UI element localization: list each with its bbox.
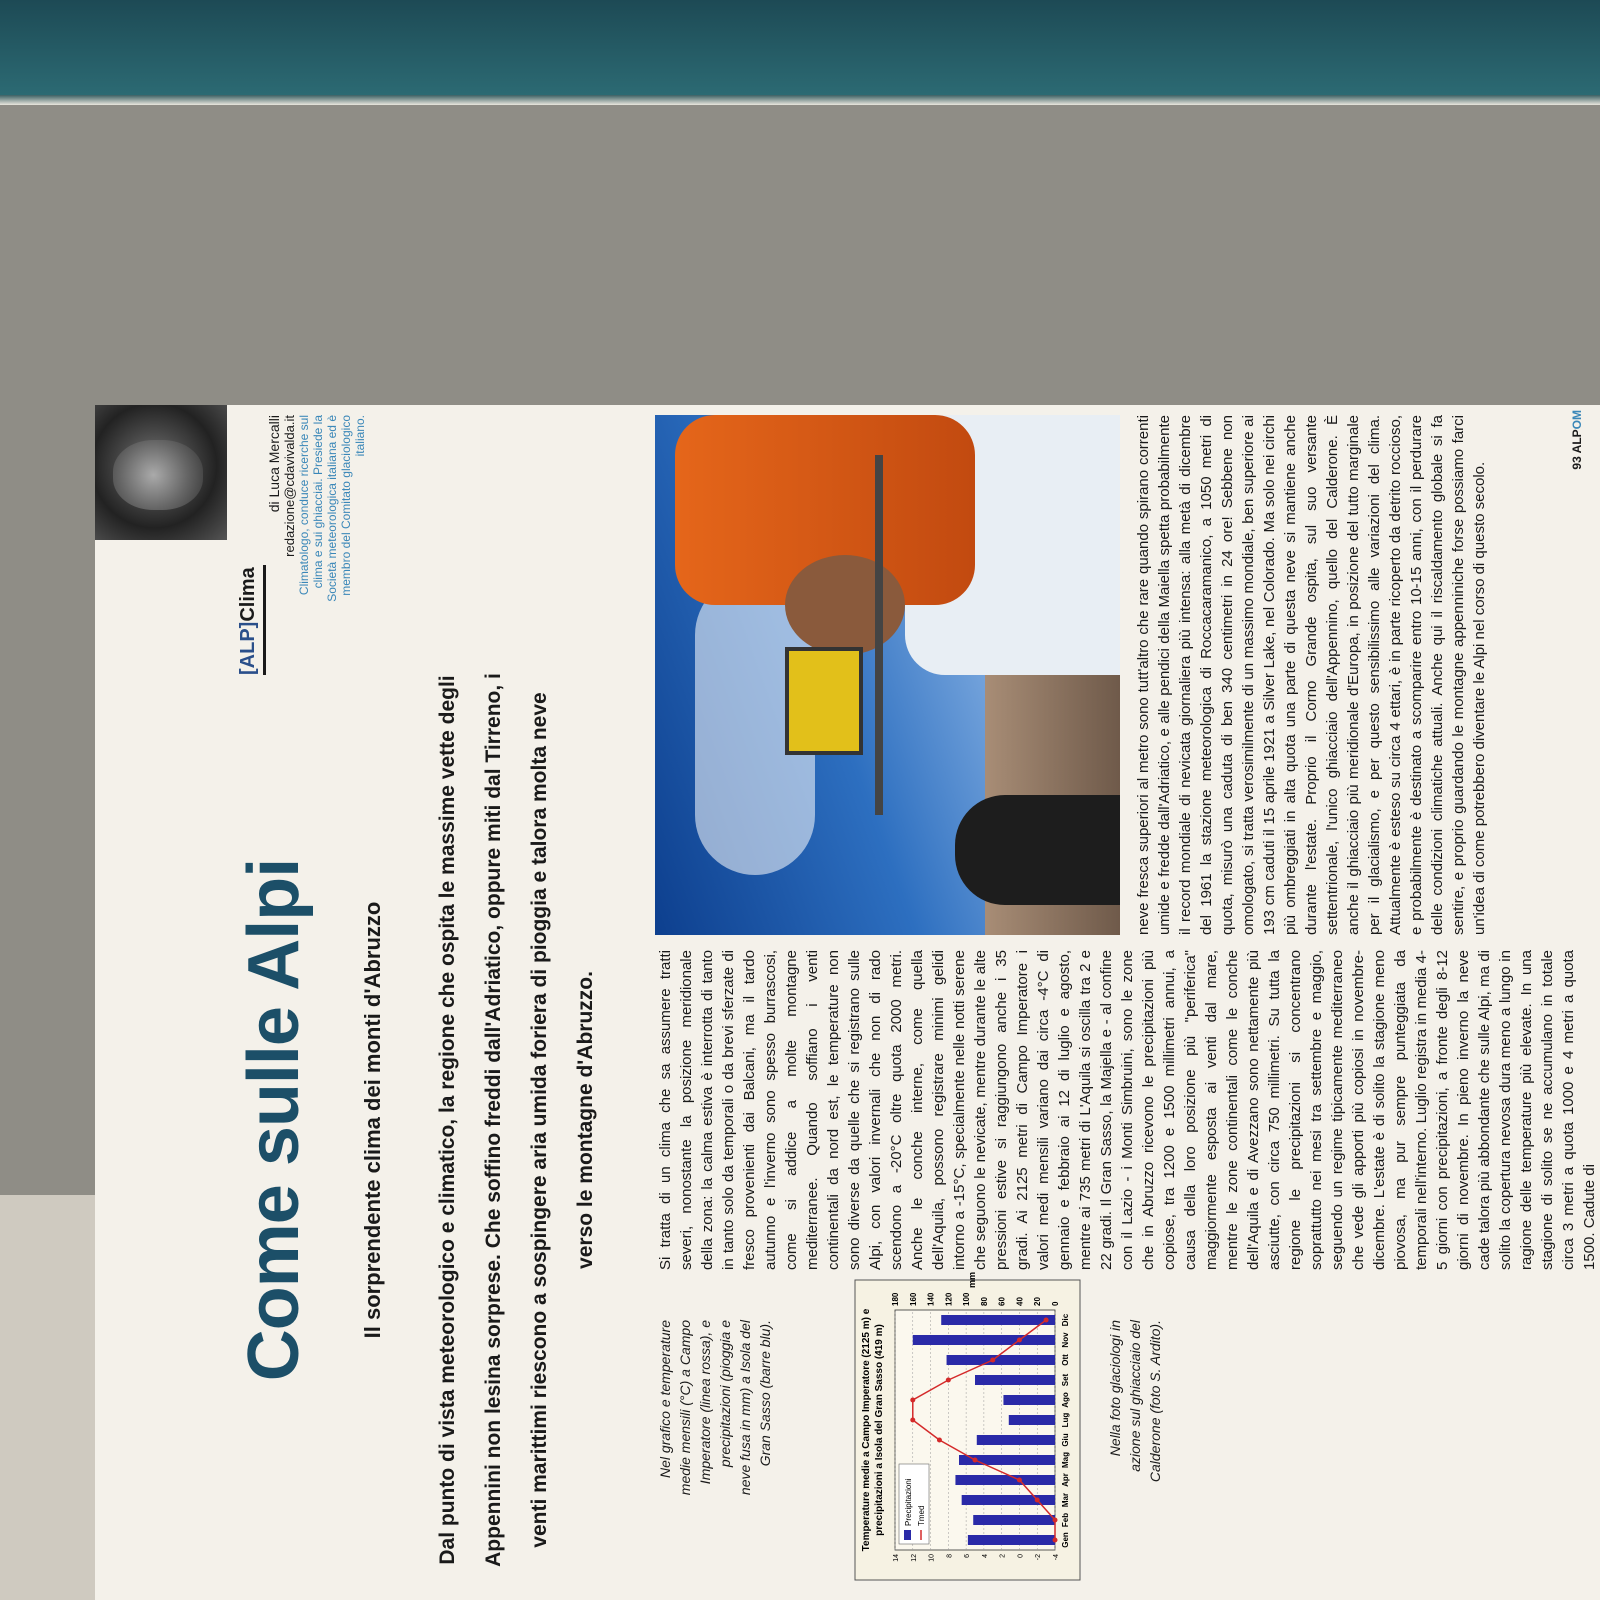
precipitation-bar bbox=[975, 1375, 1055, 1385]
page-spine bbox=[0, 0, 1600, 95]
photo-gps-device bbox=[785, 647, 863, 755]
precipitation-bar bbox=[968, 1535, 1055, 1545]
right-tick-label: 80 bbox=[979, 1297, 989, 1306]
temperature-point bbox=[1035, 1498, 1040, 1503]
article-title: Come sulle Alpi bbox=[234, 858, 314, 1382]
tag-bracket-close: ] bbox=[237, 621, 259, 629]
temperature-point bbox=[1044, 1318, 1049, 1323]
brand-name: ALP bbox=[1570, 429, 1584, 454]
photo-caption: Nella foto glaciologi in azione sul ghiacciaio del Calderone (foto S. Ardito). bbox=[1107, 1320, 1163, 1483]
drop-cap: S bbox=[657, 1259, 674, 1270]
temperature-point bbox=[910, 1418, 915, 1423]
tag-bracket-open: [ bbox=[237, 668, 259, 675]
right-tick-label: 20 bbox=[1033, 1297, 1043, 1306]
chart-title-line-2: precipitazioni a Isola del Gran Sasso (419 m) bbox=[874, 1324, 885, 1536]
chart-caption: Nel grafico e temperature medie mensili (°C) a Campo Imperatore (linea rossa), e precipitazioni (pioggia e neve fusa in mm) a Isola del Gran Sasso (barre blu). bbox=[657, 1320, 773, 1496]
category-label: Ago bbox=[1061, 1392, 1070, 1408]
category-label: Feb bbox=[1061, 1512, 1070, 1528]
precipitation-bar bbox=[947, 1355, 1055, 1365]
legend-swatch-bars bbox=[904, 1530, 911, 1540]
left-tick-label: 10 bbox=[928, 1554, 936, 1562]
photo-head bbox=[785, 555, 905, 655]
left-tick-label: 4 bbox=[981, 1554, 989, 1558]
right-tick-label: 0 bbox=[1051, 1301, 1060, 1306]
author-portrait bbox=[95, 405, 227, 540]
temperature-point bbox=[946, 1378, 951, 1383]
category-label: Gen bbox=[1061, 1532, 1070, 1548]
precipitation-bar bbox=[913, 1335, 1055, 1345]
left-tick-label: 8 bbox=[946, 1554, 954, 1558]
brand-suffix: OM bbox=[1570, 410, 1584, 430]
precipitation-bar bbox=[1009, 1415, 1055, 1425]
author-bio: Climatologo, conduce ricerche sul clima e sui ghiacciai. Presiede la Società meteorologica italiana ed è membro del Comitato glaciologico italiano. bbox=[297, 415, 367, 602]
article-subtitle: Il sorprendente clima dei monti d'Abruzzo bbox=[360, 901, 385, 1339]
spine-shadow bbox=[0, 95, 1600, 105]
author-face bbox=[113, 440, 203, 510]
temperature-point bbox=[990, 1358, 995, 1363]
category-label: Giu bbox=[1061, 1433, 1070, 1447]
category-label: Mag bbox=[1061, 1452, 1070, 1468]
photo-second-person bbox=[955, 795, 1120, 905]
magazine-page bbox=[95, 405, 1600, 1600]
page-number: 93 bbox=[1570, 456, 1584, 470]
temperature-point bbox=[973, 1458, 978, 1463]
right-tick-label: 140 bbox=[926, 1292, 936, 1306]
temperature-point bbox=[1053, 1538, 1058, 1543]
precipitation-bar bbox=[941, 1315, 1055, 1325]
climate-chart bbox=[855, 1271, 1080, 1580]
right-axis-label: mm bbox=[967, 1271, 977, 1288]
left-tick-label: 12 bbox=[910, 1554, 918, 1562]
left-tick-label: 2 bbox=[999, 1554, 1007, 1558]
legend-label-bars: Precipitazioni bbox=[904, 1478, 913, 1526]
category-label: Dic bbox=[1061, 1313, 1070, 1327]
temperature-point bbox=[1017, 1338, 1022, 1343]
left-tick-label: 6 bbox=[964, 1554, 972, 1558]
legend-label-line: Tmed bbox=[917, 1505, 926, 1526]
left-tick-label: -4 bbox=[1053, 1554, 1060, 1561]
category-label: Mar bbox=[1061, 1492, 1070, 1508]
left-tick-label: 14 bbox=[893, 1554, 900, 1562]
right-tick-label: 120 bbox=[944, 1292, 954, 1306]
author-email: redazione@cdavivalda.it bbox=[282, 415, 297, 557]
precipitation-bar bbox=[973, 1515, 1055, 1525]
category-label: Set bbox=[1061, 1373, 1070, 1387]
precipitation-bar bbox=[1003, 1395, 1055, 1405]
tag-label: Clima bbox=[237, 567, 259, 622]
photo-pole bbox=[875, 455, 883, 815]
right-tick-label: 40 bbox=[1015, 1297, 1025, 1306]
author-byline: di Luca Mercalli bbox=[266, 415, 282, 513]
body-text-2: neve fresca superiori al metro sono tutt'altro che rare quando spirano correnti umide e fredde dall'Adriatico, e alle pendici della Maiella spetta probabilmente il record mondiale di nevicata giornaliera più intensa: alla metà di dicembre del 1961 la stazione meteorologica di Roccacaramanico, a 1050 metri di quota, misurò una caduta di ben 340 centimetri in 24 ore! Sebbene non omologato, si tratta verosimilmente di un massimo mondiale, ben superiore ai 193 cm caduti il 15 aprile 1921 a Silver Lake, nel Colorado. Ma solo nei circhi più ombreggiati in alta quota una parte di questa neve si mantiene anche durante l'estate. Proprio il Corno Grande ospita, sul suo versante settentrionale, l'unico ghiacciaio dell'Appennino, quello del Calderone. È anche il ghiacciaio più meridionale d'Europa, in posizione del tutto marginale per il glacialismo, e per questo sensibilissimo alle variazioni del clima. Attualmente è esteso su circa 4 ettari, è in parte ricoperto da detrito roccioso, e probabilmente è destinato a scomparire entro 10-15 anni, con il perdurare delle condizioni climatiche attuali. Anche qui il riscaldamento globale si fa sentire, e proprio guardando le montagne appenniniche forse possiamo farci un'idea di come potrebbero diventare le Alpi nel corso di questo secolo. bbox=[1135, 415, 1488, 935]
right-tick-label: 60 bbox=[997, 1297, 1007, 1306]
page-footer bbox=[1570, 410, 1584, 520]
tag-name: ALP bbox=[237, 628, 259, 669]
body-text-1: i tratta di un clima che sa assumere tratti severi, nonostante la posizione meridionale della zona: la calma estiva è interrotta di tanto in tanto solo da temporali o da brevi sferzate di fresco provenienti dai Balcani, ma il tardo autunno e l'inverno sono spesso burrascosi, come si addice a molte montagne mediterranee. Quando soffiano i venti continentali da nord est, le temperature non sono diverse da quelle che si registrano sulle Alpi, con valori invernali che non di rado scendono a -20°C oltre quota 2000 metri. Anche le conche interne, come quella dell'Aquila, possono registrare minimi gelidi intorno a -15°C, specialmente nelle notti serene che seguono le nevicate, mentre durante le alte pressioni estive si raggiungono anche i 35 gradi. Ai 2125 metri di Campo Imperatore i valori medi mensili variano dai circa -4°C di gennaio e febbraio ai 12 di luglio e agosto, mentre ai 735 metri di L'Aquila si oscilla tra 2 e 22 gradi. Il Gran Sasso, la Majella e - al confine con il Lazio - i Monti Simbruini, sono le zone che in Abruzzo ricevono le precipitazioni più copiose, tra 1200 e 1500 millimetri annui, a causa della loro posizione più "periferica" maggiormente esposta ai venti dal mare, mentre le zone continentali come le conche dell'Aquila e di Avezzano sono nettamente più asciutte, con circa 750 millimetri. Su tutta la regione le precipitazioni si concentrano soprattutto nei mesi tra settembre e maggio, seguendo un regime tipicamente mediterraneo che vede gli apporti più copiosi in novembre-dicembre. L'estate è di solito la stagione meno piovosa, ma pur sempre punteggiata da temporali nell'interno. Luglio registra in media 4-5 giorni con precipitazioni, a fronte degli 8-12 giorni di novembre. In pieno inverno la neve cade talora più abbondante che sulle Alpi, ma di solito la copertura nevosa dura meno a lungo in ragione delle temperature più elevate. In una stagione di solito se ne accumulano in totale circa 3 metri a quota 1000 e 4 metri a quota 1500. Cadute di bbox=[657, 950, 1598, 1270]
article-lede: Dal punto di vista meteorologico e climatico, la regione che ospita le massime vette degli Appennini non lesina sorprese. Che soffino freddi dall'Adriatico, oppure miti dal Tirreno, i venti marittimi riescono a sospingere aria umida foriera di pioggia e talora molta neve verso le montagne d'Abruzzo. bbox=[436, 673, 597, 1567]
chart-svg bbox=[855, 1271, 1080, 1580]
category-label: Apr bbox=[1061, 1473, 1070, 1487]
category-label: Nov bbox=[1061, 1332, 1070, 1348]
temperature-point bbox=[1017, 1478, 1022, 1483]
precipitation-bar bbox=[955, 1475, 1055, 1485]
glaciologists-photo bbox=[655, 415, 1120, 935]
left-tick-label: -2 bbox=[1035, 1554, 1043, 1561]
body-column-2 bbox=[1133, 415, 1490, 935]
precipitation-bar bbox=[977, 1435, 1055, 1445]
right-tick-label: 100 bbox=[962, 1292, 972, 1306]
temperature-point bbox=[937, 1438, 942, 1443]
left-tick-label: 0 bbox=[1017, 1554, 1025, 1558]
category-label: Lug bbox=[1061, 1412, 1070, 1428]
temperature-point bbox=[1053, 1518, 1058, 1523]
temperature-point bbox=[910, 1398, 915, 1403]
author-box bbox=[267, 415, 367, 615]
category-label: Ott bbox=[1061, 1354, 1070, 1366]
body-column-1 bbox=[655, 950, 1600, 1270]
right-tick-label: 180 bbox=[891, 1292, 900, 1306]
chart-title-line-1: Temperature medie a Campo Imperatore (2125 m) e bbox=[861, 1308, 872, 1552]
right-tick-label: 160 bbox=[908, 1292, 918, 1306]
